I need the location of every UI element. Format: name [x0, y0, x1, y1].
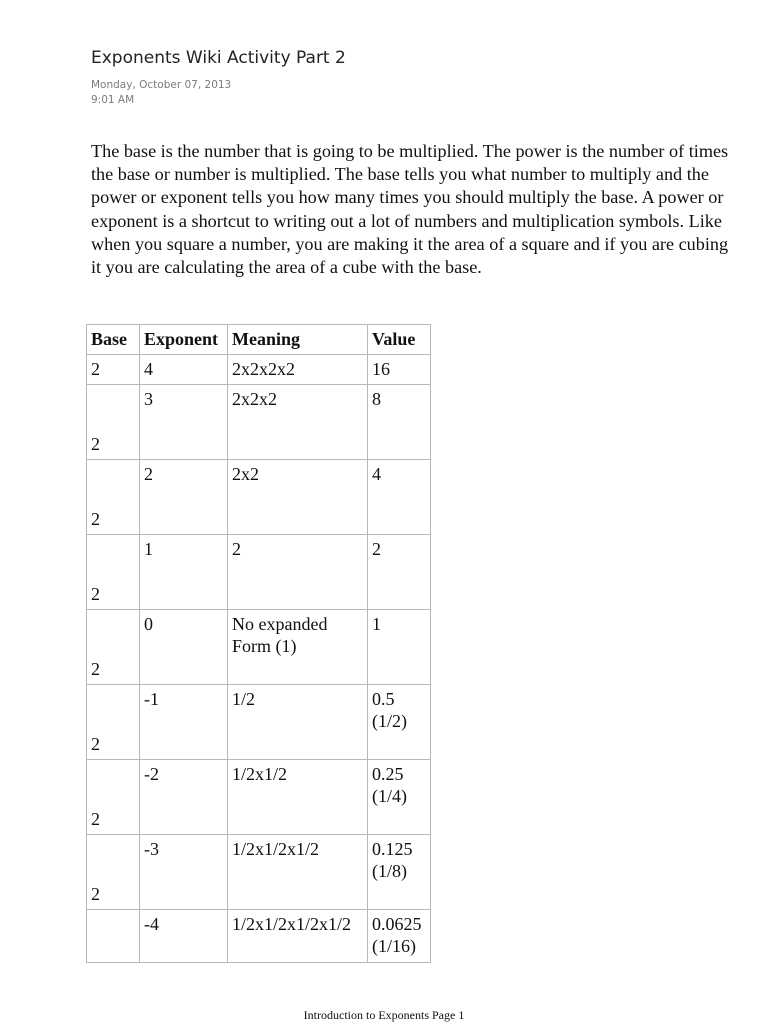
page-footer: Introduction to Exponents Page 1 [303, 1008, 465, 1022]
table-row [87, 910, 431, 963]
cell-base: 2 [91, 734, 100, 754]
cell-exponent: 2 [144, 464, 153, 484]
table-cell [368, 610, 431, 685]
table-cell [140, 610, 228, 685]
table-header-row [87, 325, 431, 355]
table-cell [87, 760, 140, 835]
table-row [87, 355, 431, 385]
cell-base: 2 [91, 884, 100, 904]
table-row [87, 835, 431, 910]
header-value: Value [368, 325, 431, 355]
note-date: Monday, October 07, 2013 [91, 79, 232, 91]
table-row [87, 760, 431, 835]
table-cell [228, 535, 368, 610]
cell-exponent: 0 [144, 614, 153, 634]
header-base: Base [87, 325, 140, 355]
cell-meaning: 2x2x2x2 [232, 359, 295, 379]
table-cell [368, 760, 431, 835]
exponents-table [86, 324, 431, 963]
table-cell [87, 355, 140, 385]
table-cell [228, 460, 368, 535]
cell-meaning: 1/2x1/2 [232, 764, 288, 784]
table-cell [140, 760, 228, 835]
table-cell [140, 910, 228, 963]
cell-exponent: 3 [144, 389, 153, 409]
table-cell [368, 355, 431, 385]
table-cell [228, 385, 368, 460]
cell-meaning: 2 [232, 539, 241, 559]
table-row [87, 460, 431, 535]
cell-meaning: 2x2x2 [232, 389, 277, 409]
cell-value: 0.125 (1/8) [372, 839, 413, 881]
header-exponent: Exponent [140, 325, 228, 355]
table-cell [228, 835, 368, 910]
table-cell [368, 835, 431, 910]
table-row [87, 685, 431, 760]
table-cell [368, 910, 431, 963]
cell-value: 0.5 (1/2) [372, 689, 407, 731]
cell-meaning: 1/2x1/2x1/2 [232, 839, 320, 859]
cell-value: 16 [372, 359, 390, 379]
cell-value: 1 [372, 614, 381, 634]
table-row [87, 610, 431, 685]
table-cell [228, 355, 368, 385]
table-cell [228, 910, 368, 963]
cell-base: 2 [91, 509, 100, 529]
table-cell [140, 685, 228, 760]
cell-exponent: 1 [144, 539, 153, 559]
cell-exponent: -1 [144, 689, 159, 709]
table-cell [140, 355, 228, 385]
cell-meaning: No expanded Form (1) [232, 614, 328, 656]
cell-exponent: 4 [144, 359, 153, 379]
table-cell [140, 385, 228, 460]
cell-value: 2 [372, 539, 381, 559]
header-meaning: Meaning [228, 325, 368, 355]
table-cell [228, 760, 368, 835]
cell-value: 0.25 (1/4) [372, 764, 407, 806]
table-cell [228, 610, 368, 685]
table-cell [87, 535, 140, 610]
body-paragraph: The base is the number that is going to be multiplied. The power is the number of times the base or number is multiplied. The base tells you what number to multiply and the power or exponent tells you how many times you should multiply the base. A power or exponent is a shortcut to writing out a lot of numbers and multiplication symbols. Like when you square a number, you are making it the area of a square and if you are cubing it you are calculating the area of a cube with the base. [91, 141, 729, 278]
table-row [87, 385, 431, 460]
table-cell [368, 685, 431, 760]
table-cell [87, 685, 140, 760]
note-time: 9:01 AM [91, 94, 135, 106]
cell-value: 0.0625 (1/16) [372, 914, 422, 956]
table-cell [140, 535, 228, 610]
table-cell [140, 460, 228, 535]
table-cell [87, 910, 140, 963]
table-cell [368, 535, 431, 610]
cell-base: 2 [91, 659, 100, 679]
cell-exponent: -4 [144, 914, 159, 934]
cell-meaning: 2x2 [232, 464, 259, 484]
page-title: Exponents Wiki Activity Part 2 [91, 48, 346, 68]
table-cell [87, 385, 140, 460]
cell-base: 2 [91, 809, 100, 829]
cell-value: 8 [372, 389, 381, 409]
table-row [87, 535, 431, 610]
table-cell [368, 385, 431, 460]
table-cell [87, 610, 140, 685]
cell-base: 2 [91, 434, 100, 454]
table-cell [87, 835, 140, 910]
cell-meaning: 1/2x1/2x1/2x1/2 [232, 914, 352, 934]
cell-exponent: -3 [144, 839, 159, 859]
table-cell [228, 685, 368, 760]
cell-base: 2 [91, 359, 100, 379]
table-cell [140, 835, 228, 910]
cell-value: 4 [372, 464, 381, 484]
table-cell [87, 460, 140, 535]
cell-exponent: -2 [144, 764, 159, 784]
cell-base: 2 [91, 584, 100, 604]
cell-meaning: 1/2 [232, 689, 256, 709]
table-cell [368, 460, 431, 535]
